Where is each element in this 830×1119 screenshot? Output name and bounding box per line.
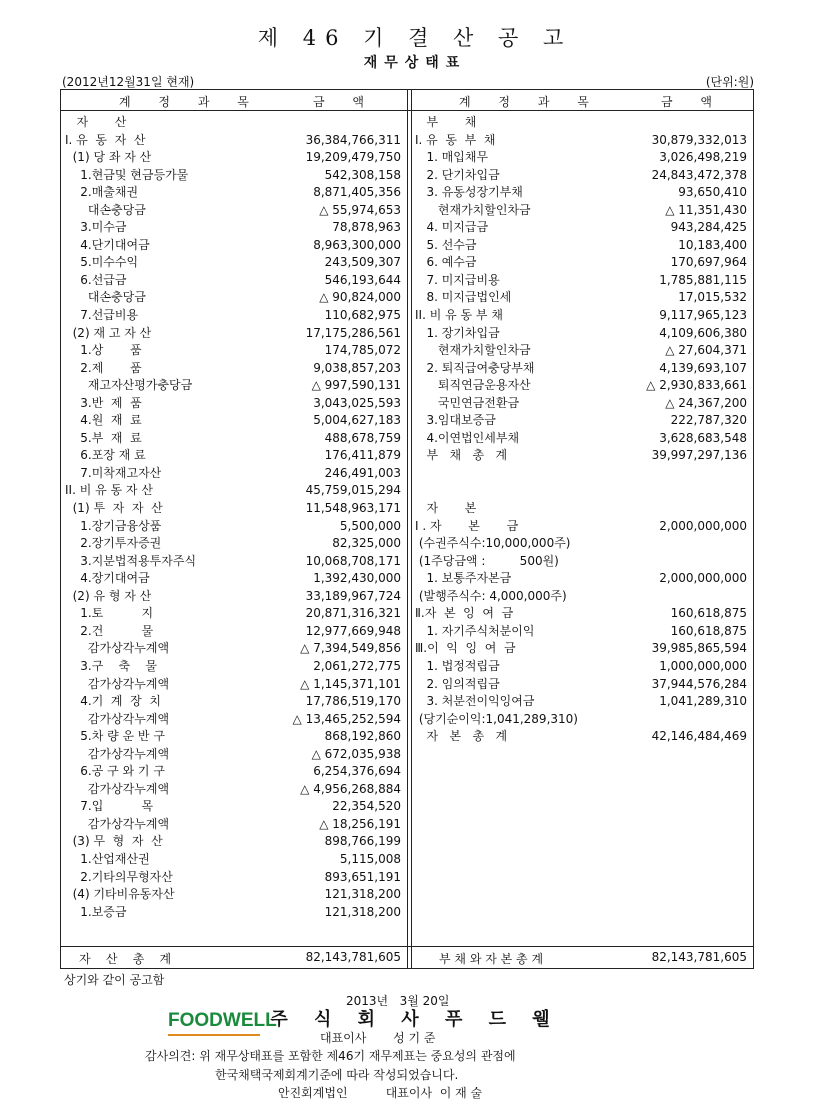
amount-value: 1,392,430,000: [313, 571, 401, 586]
total-assets-amount: 82,143,781,605: [305, 950, 401, 964]
table-row: [415, 570, 747, 588]
amount-value: 2,061,272,775: [313, 658, 401, 673]
amount-value: 42,146,484,469: [651, 729, 747, 744]
table-row: [65, 570, 401, 588]
as-of-date: (2012년12월31일 현재): [62, 75, 195, 89]
account-label: I . 자 본 금: [415, 518, 519, 533]
account-label: Ⅲ.이 익 잉 여 금: [415, 641, 516, 656]
total-assets-label: 자 산 총 계: [79, 952, 172, 966]
table-row: [65, 342, 401, 360]
table-row: [65, 693, 401, 711]
auditor-line: 안진회계법인 대표이사 이 재 술: [278, 1086, 483, 1100]
amount-value: 11,548,963,171: [305, 501, 401, 516]
account-label: 1.토 지: [65, 606, 154, 621]
table-row: [65, 746, 401, 764]
account-label: 4.기 계 장 치: [65, 694, 161, 709]
table-row: [415, 658, 747, 676]
amount-value: 4,109,606,380: [659, 325, 747, 340]
account-label: 2. 단기차입금: [415, 167, 500, 182]
amount-value: 17,175,286,561: [305, 325, 401, 340]
table-row: [65, 149, 401, 167]
table-row: [65, 763, 401, 781]
account-label: 1.산업재산권: [65, 851, 150, 866]
table-row: [65, 605, 401, 623]
account-label: 7.입 목: [65, 799, 154, 814]
account-label: 감가상각누계액: [65, 641, 170, 656]
account-label: 3.미수금: [65, 220, 127, 235]
account-label: 감가상각누계액: [65, 711, 170, 726]
amount-value: △ 997,590,131: [311, 378, 401, 393]
table-row: [415, 553, 747, 571]
amount-value: △ 90,824,000: [319, 290, 401, 305]
account-label: 3.구 축 물: [65, 658, 157, 673]
account-label: 2.장기투자증권: [65, 536, 162, 551]
amount-value: 1,041,289,310: [659, 694, 747, 709]
amount-value: 5,115,008: [339, 851, 401, 866]
logo-underline: [168, 1034, 260, 1036]
table-row: [415, 711, 747, 729]
account-label: 감가상각누계액: [65, 676, 170, 691]
amount-value: △ 27,604,371: [665, 343, 747, 358]
account-label: 2.제 품: [65, 360, 142, 375]
table-row: [415, 676, 747, 694]
table-row: [65, 132, 401, 150]
table-row: [415, 272, 747, 290]
table-row: [415, 219, 747, 237]
table-row: [415, 289, 747, 307]
amount-value: 898,766,199: [324, 834, 401, 849]
table-row: [415, 307, 747, 325]
amount-value: △ 13,465,252,594: [292, 711, 401, 726]
amount-value: 222,787,320: [670, 413, 747, 428]
account-label: 자 산: [65, 115, 127, 129]
account-label: 감가상각누계액: [65, 816, 170, 831]
amount-value: 36,384,766,311: [305, 132, 401, 147]
account-label: 1. 장기차입금: [415, 325, 500, 340]
table-row: [65, 114, 401, 132]
account-label: 7.미착재고자산: [65, 465, 162, 480]
unit-label: (단위:원): [705, 75, 754, 89]
table-row: [415, 114, 747, 132]
table-row: [415, 132, 747, 150]
table-row: [65, 430, 401, 448]
table-row: [65, 325, 401, 343]
notice-text: 상기와 같이 공고함: [64, 973, 165, 987]
table-row: [415, 325, 747, 343]
account-label: 1.현금및 현금등가물: [65, 167, 189, 182]
account-label: 5.차 량 운 반 구: [65, 729, 165, 744]
account-label: 1. 보통주자본금: [415, 571, 512, 586]
table-row: [65, 588, 401, 606]
account-label: 5. 선수금: [415, 237, 477, 252]
balance-sheet-table: [60, 89, 754, 969]
account-label: II. 비 유 동 부 채: [415, 308, 503, 323]
table-row: [415, 202, 747, 220]
audit-opinion-line1: 감사의견: 위 재무상태표를 포함한 제46기 재무제표는 중요성의 관점에: [145, 1049, 516, 1063]
amount-value: 37,944,576,284: [651, 676, 747, 691]
account-label: (1) 당 좌 자 산: [65, 150, 152, 165]
amount-value: 110,682,975: [324, 308, 401, 323]
account-label: 3.임대보증금: [415, 413, 496, 428]
amount-value: 9,117,965,123: [659, 308, 747, 323]
account-label: (1) 투 자 자 산: [65, 501, 163, 516]
account-label: (2) 유 형 자 산: [65, 588, 152, 603]
amount-value: 121,318,200: [324, 904, 401, 919]
account-label: 4.단기대여금: [65, 237, 150, 252]
amount-value: 8,963,300,000: [313, 237, 401, 252]
account-label: (1주당금액 : 500원): [415, 553, 559, 568]
table-row: [415, 518, 747, 536]
account-label: 1. 법정적립금: [415, 658, 500, 673]
table-row: [65, 851, 401, 869]
amount-value: 246,491,003: [324, 465, 401, 480]
account-label: 감가상각누계액: [65, 781, 170, 796]
account-label: 국민연금전환금: [415, 395, 520, 410]
amount-value: 78,878,963: [332, 220, 401, 235]
account-label: 4.이연법인세부채: [415, 430, 520, 445]
table-row: [415, 447, 747, 465]
table-row: [415, 237, 747, 255]
table-row: [65, 535, 401, 553]
table-row: [65, 833, 401, 851]
table-row: [415, 430, 747, 448]
amount-value: 174,785,072: [324, 343, 401, 358]
table-row: [415, 184, 747, 202]
total-liabilities-equity-label: 부 채 와 자 본 총 계: [439, 952, 544, 966]
table-row: [65, 395, 401, 413]
account-label: 4. 미지급금: [415, 220, 489, 235]
amount-value: 546,193,644: [324, 272, 401, 287]
ceo-line: 대표이사 성 기 준: [320, 1031, 436, 1045]
account-label: 5.부 재 료: [65, 430, 142, 445]
table-row: [65, 447, 401, 465]
table-row: [65, 219, 401, 237]
account-label: 1. 자기주식처분이익: [415, 623, 535, 638]
table-row: [415, 377, 747, 395]
account-label: I. 유 동 자 산: [65, 132, 146, 147]
amount-value: 176,411,879: [324, 448, 401, 463]
account-label: 6. 예수금: [415, 255, 477, 270]
table-row: [65, 640, 401, 658]
account-label: 5.미수수익: [65, 255, 139, 270]
amount-value: 2,000,000,000: [659, 571, 747, 586]
table-row: [65, 237, 401, 255]
table-row: [415, 254, 747, 272]
amount-value: 3,043,025,593: [313, 395, 401, 410]
header-account-right: 계 정 과 목: [459, 95, 601, 109]
table-row: [65, 676, 401, 694]
account-label: 1.보증금: [65, 904, 127, 919]
amount-value: 5,004,627,183: [313, 413, 401, 428]
account-label: 8. 미지급법인세: [415, 290, 512, 305]
amount-value: 20,871,316,321: [305, 606, 401, 621]
account-label: Ⅱ.자 본 잉 여 금: [415, 606, 514, 621]
table-row: [415, 412, 747, 430]
table-row: [415, 149, 747, 167]
amount-value: 39,985,865,594: [651, 641, 747, 656]
account-label: 7.선급비용: [65, 308, 139, 323]
amount-value: △ 672,035,938: [311, 746, 401, 761]
table-row: [65, 711, 401, 729]
account-label: 자 본 총 계: [415, 729, 508, 744]
logo-text: FOODWELL: [168, 1010, 277, 1031]
account-label: 7. 미지급비용: [415, 272, 500, 287]
account-label: 1.상 품: [65, 343, 142, 358]
account-label: 2. 퇴직급여충당부채: [415, 360, 535, 375]
account-label: 퇴직연금운용자산: [415, 378, 531, 393]
table-row: [65, 728, 401, 746]
amount-value: 2,000,000,000: [659, 518, 747, 533]
table-row: [65, 254, 401, 272]
amount-value: △ 1,145,371,101: [300, 676, 401, 691]
header-amount-left: 금 액: [313, 95, 376, 109]
account-label: 3.반 제 품: [65, 395, 142, 410]
account-label: 3. 처분전이익잉여금: [415, 694, 535, 709]
amount-value: 22,354,520: [332, 799, 401, 814]
amount-value: 160,618,875: [670, 606, 747, 621]
amount-value: 8,871,405,356: [313, 185, 401, 200]
amount-value: 5,500,000: [339, 518, 401, 533]
account-label: 6.선급금: [65, 272, 127, 287]
account-label: (4) 기타비유동자산: [65, 887, 175, 902]
amount-value: 893,651,191: [324, 869, 401, 884]
account-label: 4.원 재 료: [65, 413, 142, 428]
table-row: [415, 342, 747, 360]
assets-column: [65, 114, 401, 921]
table-row: [65, 289, 401, 307]
table-row: [415, 395, 747, 413]
table-row: [415, 360, 747, 378]
table-row: [415, 605, 747, 623]
amount-value: △ 2,930,833,661: [646, 378, 747, 393]
amount-value: △ 55,974,653: [319, 202, 401, 217]
amount-value: 30,879,332,013: [651, 132, 747, 147]
account-label: 2.매출채권: [65, 185, 139, 200]
document-subtitle: 재무상태표: [363, 55, 467, 71]
company-name: 주 식 회 사 푸 드 웰: [270, 1009, 560, 1030]
amount-value: 542,308,158: [324, 167, 401, 182]
account-label: I. 유 동 부 채: [415, 132, 496, 147]
account-label: 2.기타의무형자산: [65, 869, 173, 884]
account-label: 현재가치할인차금: [415, 343, 531, 358]
amount-value: 1,785,881,115: [659, 272, 747, 287]
table-row: [415, 693, 747, 711]
liabilities-equity-column: [415, 114, 747, 746]
table-row: [65, 167, 401, 185]
account-label: 2.건 물: [65, 623, 154, 638]
header-account-left: 계 정 과 목: [119, 95, 261, 109]
table-row: [65, 553, 401, 571]
amount-value: 17,786,519,170: [305, 694, 401, 709]
account-label: 4.장기대여금: [65, 571, 150, 586]
amount-value: △ 4,956,268,884: [300, 781, 401, 796]
table-row: [415, 167, 747, 185]
table-row: [415, 535, 747, 553]
table-row: [65, 798, 401, 816]
amount-value: 160,618,875: [670, 623, 747, 638]
amount-value: 93,650,410: [678, 185, 747, 200]
table-row: [415, 500, 747, 518]
table-row: [65, 500, 401, 518]
account-label: (당기순이익:1,041,289,310): [415, 711, 578, 726]
account-label: 자 본: [415, 501, 477, 516]
document-title: 제 46 기 결 산 공 고: [257, 26, 573, 50]
amount-value: 488,678,759: [324, 430, 401, 445]
account-label: II. 비 유 동 자 산: [65, 483, 153, 498]
amount-value: 12,977,669,948: [305, 623, 401, 638]
table-row: [65, 202, 401, 220]
amount-value: 868,192,860: [324, 729, 401, 744]
audit-opinion-line2: 한국채택국제회계기준에 따라 작성되었습니다.: [215, 1068, 459, 1082]
amount-value: 170,697,964: [670, 255, 747, 270]
table-row: [65, 816, 401, 834]
amount-value: △ 18,256,191: [319, 816, 401, 831]
table-row: [65, 482, 401, 500]
table-row: [65, 412, 401, 430]
column-divider: [407, 90, 412, 968]
amount-value: 17,015,532: [678, 290, 747, 305]
table-row: [65, 184, 401, 202]
header-amount-right: 금 액: [661, 95, 724, 109]
amount-value: △ 7,394,549,856: [300, 641, 401, 656]
account-label: 3.지분법적용투자주식: [65, 553, 197, 568]
table-row: [65, 623, 401, 641]
amount-value: 19,209,479,750: [305, 150, 401, 165]
table-row: [65, 658, 401, 676]
amount-value: 121,318,200: [324, 887, 401, 902]
account-label: (2) 재 고 자 산: [65, 325, 152, 340]
account-label: 대손충당금: [65, 290, 146, 305]
amount-value: 45,759,015,294: [305, 483, 401, 498]
table-row: [415, 465, 747, 483]
account-label: (3) 무 형 자 산: [65, 834, 163, 849]
amount-value: 243,509,307: [324, 255, 401, 270]
table-row: [65, 465, 401, 483]
amount-value: 6,254,376,694: [313, 764, 401, 779]
total-liabilities-equity-amount: 82,143,781,605: [651, 950, 747, 964]
table-row: [65, 360, 401, 378]
table-row: [65, 377, 401, 395]
amount-value: 3,628,683,548: [659, 430, 747, 445]
table-row: [415, 640, 747, 658]
account-label: 부 채 총 계: [415, 448, 508, 463]
table-row: [65, 307, 401, 325]
table-row: [65, 869, 401, 887]
account-label: 현재가치할인차금: [415, 202, 531, 217]
account-label: (발행주식수: 4,000,000주): [415, 588, 567, 603]
account-label: 부 채: [415, 115, 477, 129]
table-row: [415, 728, 747, 746]
account-label: 2. 임의적립금: [415, 676, 500, 691]
table-row: [415, 623, 747, 641]
account-label: 6.포장 재 료: [65, 448, 146, 463]
amount-value: 39,997,297,136: [651, 448, 747, 463]
table-row: [65, 518, 401, 536]
amount-value: 10,068,708,171: [305, 553, 401, 568]
table-row: [65, 272, 401, 290]
amount-value: 33,189,967,724: [305, 588, 401, 603]
amount-value: 4,139,693,107: [659, 360, 747, 375]
account-label: 감가상각누계액: [65, 746, 170, 761]
table-row: [65, 781, 401, 799]
account-label: 재고자산평가충당금: [65, 378, 193, 393]
amount-value: △ 24,367,200: [665, 395, 747, 410]
amount-value: 10,183,400: [678, 237, 747, 252]
account-label: 대손충당금: [65, 202, 146, 217]
amount-value: △ 11,351,430: [665, 202, 747, 217]
table-row: [65, 904, 401, 922]
amount-value: 1,000,000,000: [659, 658, 747, 673]
account-label: 6.공 구 와 기 구: [65, 764, 165, 779]
amount-value: 24,843,472,378: [651, 167, 747, 182]
account-label: 3. 유동성장기부채: [415, 185, 523, 200]
amount-value: 943,284,425: [670, 220, 747, 235]
amount-value: 82,325,000: [332, 536, 401, 551]
account-label: 1.장기금융상품: [65, 518, 162, 533]
table-row: [65, 886, 401, 904]
account-label: 1. 매입채무: [415, 150, 489, 165]
amount-value: 3,026,498,219: [659, 150, 747, 165]
announce-date: 2013년 3월 20일: [346, 994, 450, 1008]
totals-row: [61, 946, 753, 970]
table-row: [415, 482, 747, 500]
account-label: (수권주식수:10,000,000주): [415, 536, 571, 551]
amount-value: 9,038,857,203: [313, 360, 401, 375]
table-row: [415, 588, 747, 606]
